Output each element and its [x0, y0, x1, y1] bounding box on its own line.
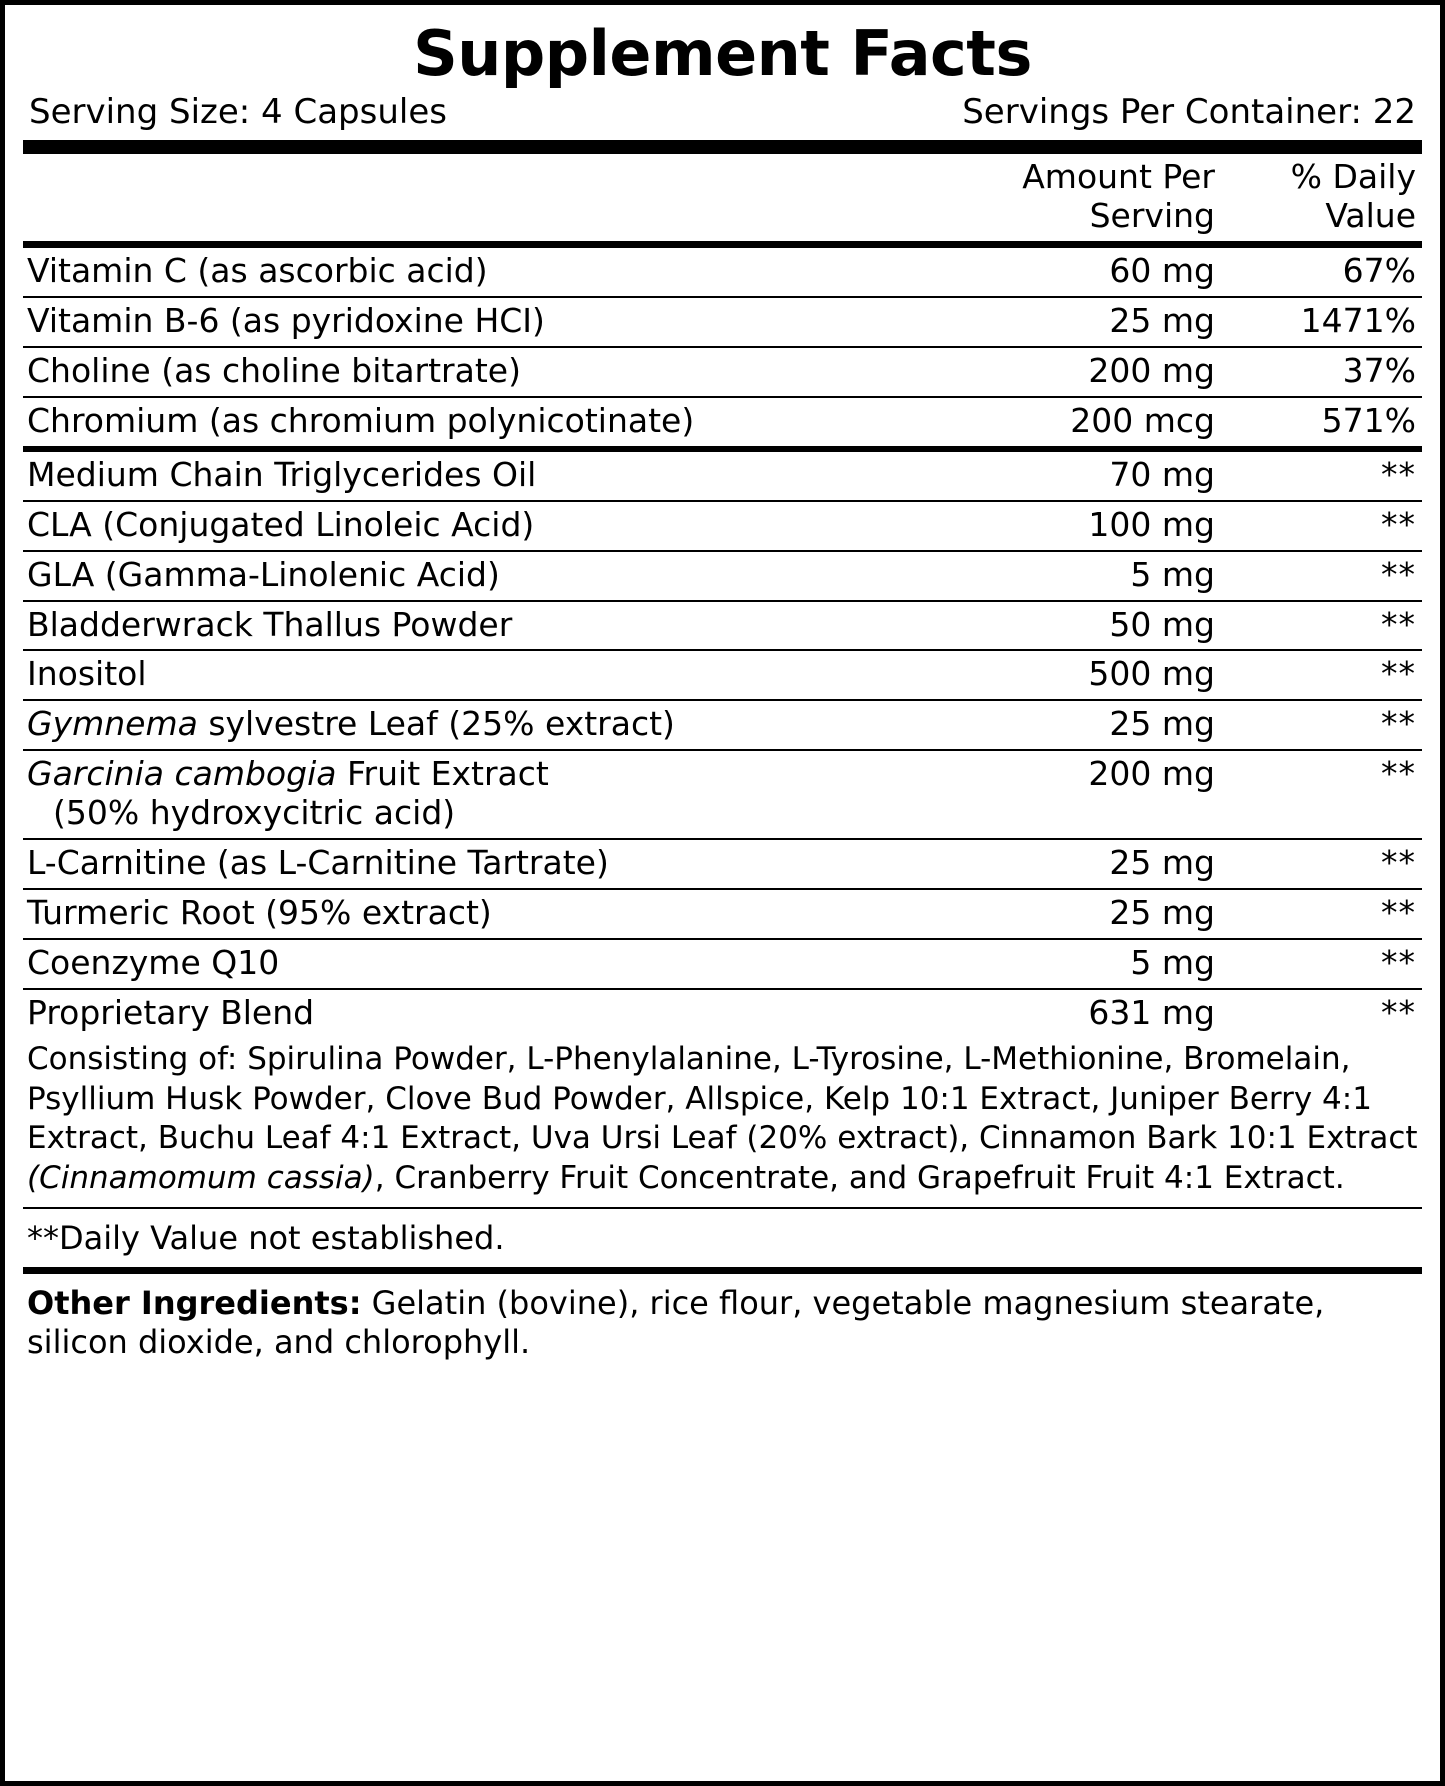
nutrient-dv: 1471% — [1227, 297, 1422, 347]
table-row — [23, 551, 1422, 601]
header-dv-line2: Value — [1325, 196, 1416, 236]
servings-per-container — [962, 92, 1416, 132]
servings-per-container-value: 22 — [1372, 92, 1416, 133]
divider-above-other-ingredients — [23, 1267, 1422, 1274]
facts-table — [23, 154, 1422, 241]
ingredient-dv: ** — [1227, 939, 1422, 989]
blend-contents-italic: (Cinnamomum cassia) — [27, 1159, 375, 1196]
header-amount-line2: Serving — [1089, 196, 1215, 236]
table-header-row — [23, 154, 1422, 241]
ingredient-dv: ** — [1227, 750, 1422, 839]
ingredient-amount: 100 mg — [966, 501, 1227, 551]
ingredient-name-rest: Fruit Extract — [336, 754, 549, 794]
nutrient-dv: 67% — [1342, 250, 1416, 290]
nutrient-amount: 25 mg — [966, 297, 1227, 347]
bottom-spacer — [23, 1366, 1422, 1781]
nutrient-dv: 37% — [1227, 347, 1422, 397]
ingredient-dv: ** — [1227, 839, 1422, 889]
nutrient-name: Vitamin C (as ascorbic acid) — [27, 250, 488, 290]
ingredient-name: Bladderwrack Thallus Powder — [23, 601, 966, 651]
nutrient-amount: 200 mcg — [966, 397, 1227, 449]
ingredient-amount: 25 mg — [966, 839, 1227, 889]
table-row — [23, 501, 1422, 551]
daily-value-note: **Daily Value not established. — [27, 1218, 505, 1257]
blend-contents-suffix: , Cranberry Fruit Concentrate, and Grapefruit Fruit 4:1 Extract. — [374, 1159, 1345, 1196]
ingredient-name: Inositol — [23, 650, 966, 700]
ingredient-amount: 70 mg — [966, 449, 1227, 501]
table-row — [23, 839, 1422, 889]
ingredient-dv: ** — [1227, 601, 1422, 651]
table-row — [23, 397, 1422, 449]
header-dv-line1: % Daily — [1290, 157, 1416, 197]
serving-size-label: Serving Size: — [29, 92, 251, 133]
ingredient-name: Turmeric Root (95% extract) — [23, 889, 966, 939]
ingredient-amount: 25 mg — [966, 700, 1227, 750]
proprietary-blend-name: Proprietary Blend — [23, 989, 966, 1038]
ingredient-amount: 25 mg — [966, 889, 1227, 939]
table-row — [23, 347, 1422, 397]
ingredient-name-italic: Garcinia cambogia — [27, 754, 337, 794]
nutrient-amount: 60 mg — [1109, 250, 1215, 290]
ingredient-name-rest: sylvestre Leaf (25% extract) — [197, 704, 675, 744]
ingredient-dv: ** — [1227, 650, 1422, 700]
other-ingredients-value: Gelatin (bovine), rice flour, vegetable magnesium stearate, silicon dioxide, and chlorophyll. — [27, 1283, 1325, 1361]
ingredient-amount: 200 mg — [966, 750, 1227, 839]
nutrients-table — [23, 248, 1422, 1038]
ingredient-dv: ** — [1227, 449, 1422, 501]
ingredient-dv: ** — [1227, 889, 1422, 939]
nutrient-name: Vitamin B-6 (as pyridoxine HCI) — [23, 297, 966, 347]
ingredient-name: Coenzyme Q10 — [23, 939, 966, 989]
header-blank — [23, 154, 966, 241]
proprietary-blend-contents — [23, 1038, 1422, 1207]
ingredient-amount: 50 mg — [966, 601, 1227, 651]
ingredient-amount: 5 mg — [966, 939, 1227, 989]
table-row — [23, 889, 1422, 939]
table-row — [23, 750, 1422, 839]
other-ingredients-label: Other Ingredients: — [27, 1283, 362, 1322]
serving-size — [29, 92, 447, 132]
table-row — [23, 449, 1422, 501]
serving-info — [23, 92, 1422, 134]
blend-contents-prefix: Consisting of: Spirulina Powder, L-Phenylalanine, L-Tyrosine, L-Methionine, Bromelain, Psyllium Husk Powder, Clove Bud Powder, Allspice, Kelp 10:1 Extract, Juniper Berry 4:1 Extract, Buchu Leaf 4:1 Extract, Uva Ursi Leaf (20% extract), Cinnamon Bark 10:1 Extract — [27, 1040, 1418, 1157]
table-row — [23, 650, 1422, 700]
ingredient-dv: ** — [1227, 551, 1422, 601]
ingredient-name-italic: Gymnema — [27, 704, 198, 744]
table-row — [23, 248, 1422, 297]
ingredient-dv: ** — [1227, 501, 1422, 551]
table-row — [23, 601, 1422, 651]
proprietary-blend-row — [23, 989, 1422, 1038]
header-amount-per-serving — [966, 154, 1227, 241]
proprietary-blend-dv: ** — [1227, 989, 1422, 1038]
header-daily-value — [1227, 154, 1422, 241]
serving-size-value: 4 Capsules — [261, 92, 447, 133]
page-title: Supplement Facts — [413, 17, 1032, 90]
ingredient-name: Medium Chain Triglycerides Oil — [23, 449, 966, 501]
ingredient-name: L-Carnitine (as L-Carnitine Tartrate) — [23, 839, 966, 889]
nutrient-dv: 571% — [1227, 397, 1422, 449]
divider-thick-top — [23, 140, 1422, 154]
proprietary-blend-amount: 631 mg — [966, 989, 1227, 1038]
ingredient-name-second-line: (50% hydroxycitric acid) — [53, 793, 456, 833]
ingredient-amount: 5 mg — [966, 551, 1227, 601]
table-row — [23, 700, 1422, 750]
ingredient-name: GLA (Gamma-Linolenic Acid) — [23, 551, 966, 601]
nutrient-name: Chromium (as chromium polynicotinate) — [23, 397, 966, 449]
ingredient-name — [23, 700, 966, 750]
ingredient-amount: 500 mg — [966, 650, 1227, 700]
table-row — [23, 939, 1422, 989]
nutrient-name: Choline (as choline bitartrate) — [23, 347, 966, 397]
ingredient-name: CLA (Conjugated Linoleic Acid) — [23, 501, 966, 551]
nutrient-amount: 200 mg — [966, 347, 1227, 397]
header-amount-line1: Amount Per — [1022, 157, 1215, 197]
divider-under-header — [23, 241, 1422, 248]
table-row — [23, 297, 1422, 347]
other-ingredients — [23, 1274, 1422, 1366]
ingredient-dv: ** — [1227, 700, 1422, 750]
ingredient-name — [23, 750, 966, 839]
servings-per-container-label: Servings Per Container: — [962, 92, 1362, 133]
